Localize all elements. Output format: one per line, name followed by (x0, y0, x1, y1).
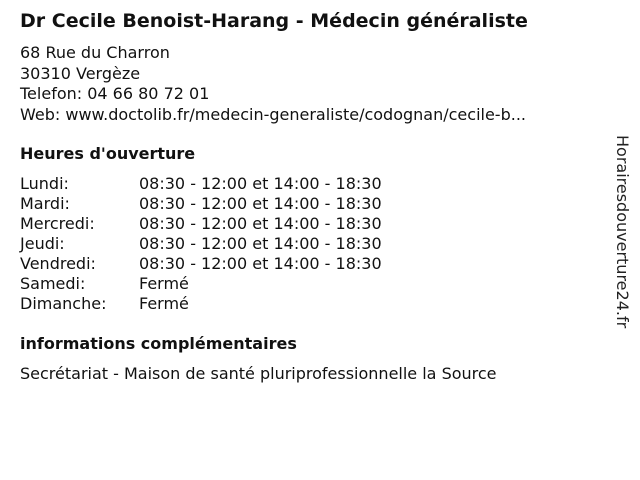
hours-row-tuesday (20, 194, 440, 214)
hours-day: Vendredi: (20, 254, 96, 273)
opening-hours-heading: Heures d'ouverture (20, 144, 196, 163)
hours-time: 08:30 - 12:00 et 14:00 - 18:30 (139, 254, 382, 273)
page-title: Dr Cecile Benoist-Harang - Médecin généraliste (20, 10, 528, 32)
hours-row-monday (20, 174, 440, 194)
hours-row-saturday (20, 274, 440, 294)
hours-day: Mercredi: (20, 214, 95, 233)
address-street: 68 Rue du Charron (20, 43, 170, 62)
additional-info-text: Secrétariat - Maison de santé pluriprofessionnelle la Source (20, 364, 497, 383)
additional-info-heading: informations complémentaires (20, 334, 297, 353)
hours-time: 08:30 - 12:00 et 14:00 - 18:30 (139, 234, 382, 253)
address-block (20, 43, 526, 125)
hours-day: Jeudi: (20, 234, 65, 253)
hours-time: Fermé (139, 294, 189, 313)
hours-time: Fermé (139, 274, 189, 293)
hours-row-wednesday (20, 214, 440, 234)
hours-row-friday (20, 254, 440, 274)
hours-row-sunday (20, 294, 440, 314)
hours-row-thursday (20, 234, 440, 254)
hours-time: 08:30 - 12:00 et 14:00 - 18:30 (139, 214, 382, 233)
hours-time: 08:30 - 12:00 et 14:00 - 18:30 (139, 174, 382, 193)
site-watermark (612, 135, 632, 345)
address-city: 30310 Vergèze (20, 63, 141, 83)
phone-number: Telefon: 04 66 80 72 01 (20, 84, 210, 103)
hours-day: Samedi: (20, 274, 86, 293)
hours-day: Dimanche: (20, 294, 107, 313)
hours-day: Lundi: (20, 174, 69, 193)
watermark-text: Horairesdouverture24.fr (613, 135, 632, 329)
hours-day: Mardi: (20, 194, 70, 213)
website-link[interactable]: Web: www.doctolib.fr/medecin-generaliste/codognan/cecile-b... (20, 104, 526, 124)
opening-hours-table (20, 174, 440, 314)
hours-time: 08:30 - 12:00 et 14:00 - 18:30 (139, 194, 382, 213)
